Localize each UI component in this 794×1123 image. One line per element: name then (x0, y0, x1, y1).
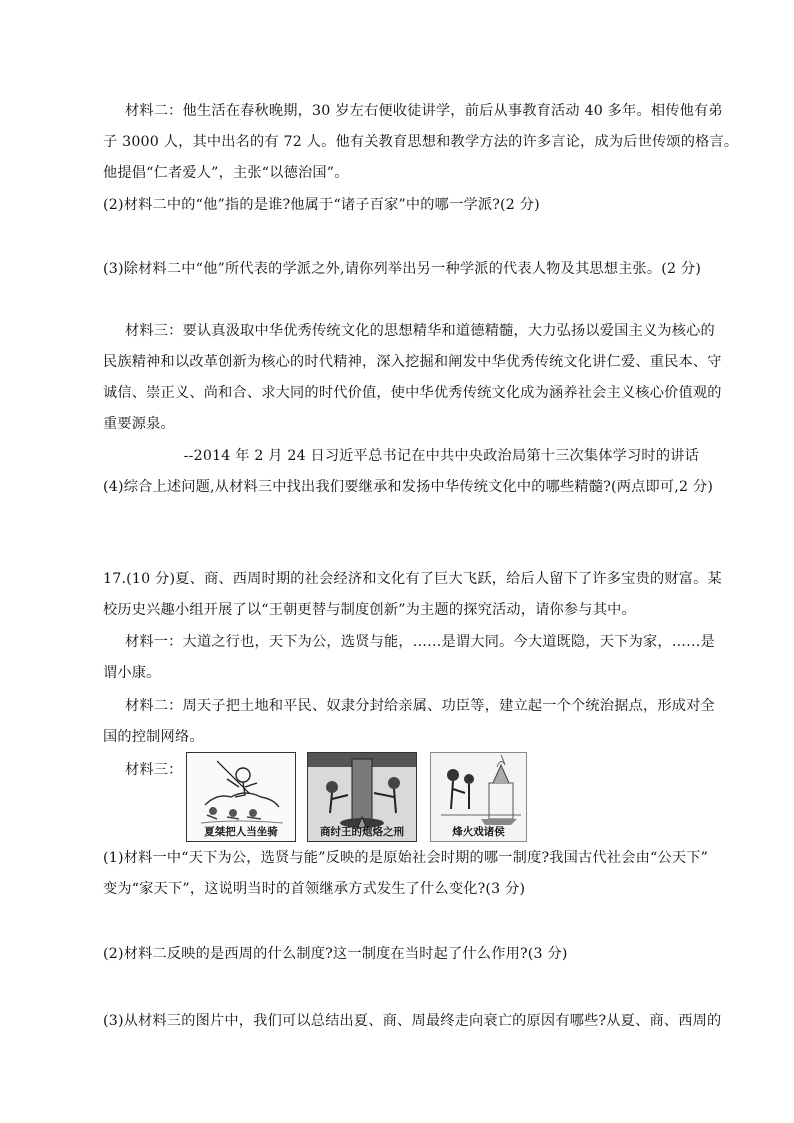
q17-material-1-line-1: 材料一：大道之行也，天下为公，选贤与能，……是谓大同。今大道既隐，天下为家，……是 (125, 634, 715, 650)
q17-question-2: (2)材料二反映的是西周的什么制度?这一制度在当时起了什么作用?(3 分) (103, 946, 568, 962)
picture-xia-jie (186, 752, 296, 842)
question-3: (3)除材料二中“他”所代表的学派之外,请你列举出另一种学派的代表人物及其思想主张。(2 分) (103, 261, 702, 277)
material-2-line-3: 他提倡“仁者爱人”，主张“以德治国”。 (103, 165, 349, 181)
q17-material-1-line-2: 谓小康。 (103, 665, 161, 681)
q17-question-1-line-1: (1)材料一中“天下为公，选贤与能”反映的是原始社会时期的哪一制度?我国古代社会由“公天下” (103, 850, 709, 866)
question-4: (4)综合上述问题,从材料三中找出我们要继承和发扬中华传统文化中的哪些精髓?(两点即可,2 分) (103, 479, 714, 495)
picture-caption: 夏桀把人当坐骑 (204, 826, 278, 838)
picture-caption: 商纣王的炮烙之刑 (320, 826, 404, 838)
material-2-line-2: 子 3000 人，其中出名的有 72 人。他有关教育思想和教学方法的许多言论，成为后世传颂的格言。 (103, 134, 739, 150)
question-2: (2)材料二中的“他”指的是谁?他属于“诸子百家”中的哪一学派?(2 分) (103, 197, 540, 213)
q17-question-1-line-2: 变为“家天下”，这说明当时的首领继承方式发生了什么变化?(3 分) (103, 881, 526, 897)
question-17-line-1: 17.(10 分)夏、商、西周时期的社会经济和文化有了巨大飞跃，给后人留下了许多宝贵的财富。某 (103, 571, 722, 587)
material-3-line-3: 诚信、崇正义、尚和合、求大同的时代价值，使中华优秀传统文化成为涵养社会主义核心价值观的 (103, 385, 722, 401)
picture-beacon-fire (430, 752, 527, 842)
picture-caption: 烽火戏诸侯 (452, 826, 505, 838)
question-17-line-2: 校历史兴趣小组开展了以“王朝更替与制度创新”为主题的探究活动，请你参与其中。 (103, 602, 636, 618)
q17-material-3-label: 材料三： (125, 762, 183, 778)
q17-material-2-line-1: 材料二：周天子把土地和平民、奴隶分封给亲属、功臣等，建立起一个个统治据点，形成对全 (125, 698, 715, 714)
picture-shang-zhou (307, 752, 417, 842)
material-3-line-2: 民族精神和以改革创新为核心的时代精神，深入挖掘和阐发中华优秀传统文化讲仁爱、重民本、守 (103, 354, 722, 370)
material-3-source: --2014 年 2 月 24 日习近平总书记在中共中央政治局第十三次集体学习时的讲话 (183, 448, 699, 464)
material-2-line-1: 材料二：他生活在春秋晚期，30 岁左右便收徒讲学，前后从事教育活动 40 多年。相传他有弟 (125, 103, 723, 119)
q17-question-3: (3)从材料三的图片中，我们可以总结出夏、商、周最终走向衰亡的原因有哪些?从夏、商、西周的 (103, 1013, 722, 1029)
material-3-line-4: 重要源泉。 (103, 416, 175, 432)
q17-material-2-line-2: 国的控制网络。 (103, 729, 204, 745)
material-3-line-1: 材料三：要认真汲取中华优秀传统文化的思想精华和道德精髓，大力弘扬以爱国主义为核心的 (125, 323, 715, 339)
